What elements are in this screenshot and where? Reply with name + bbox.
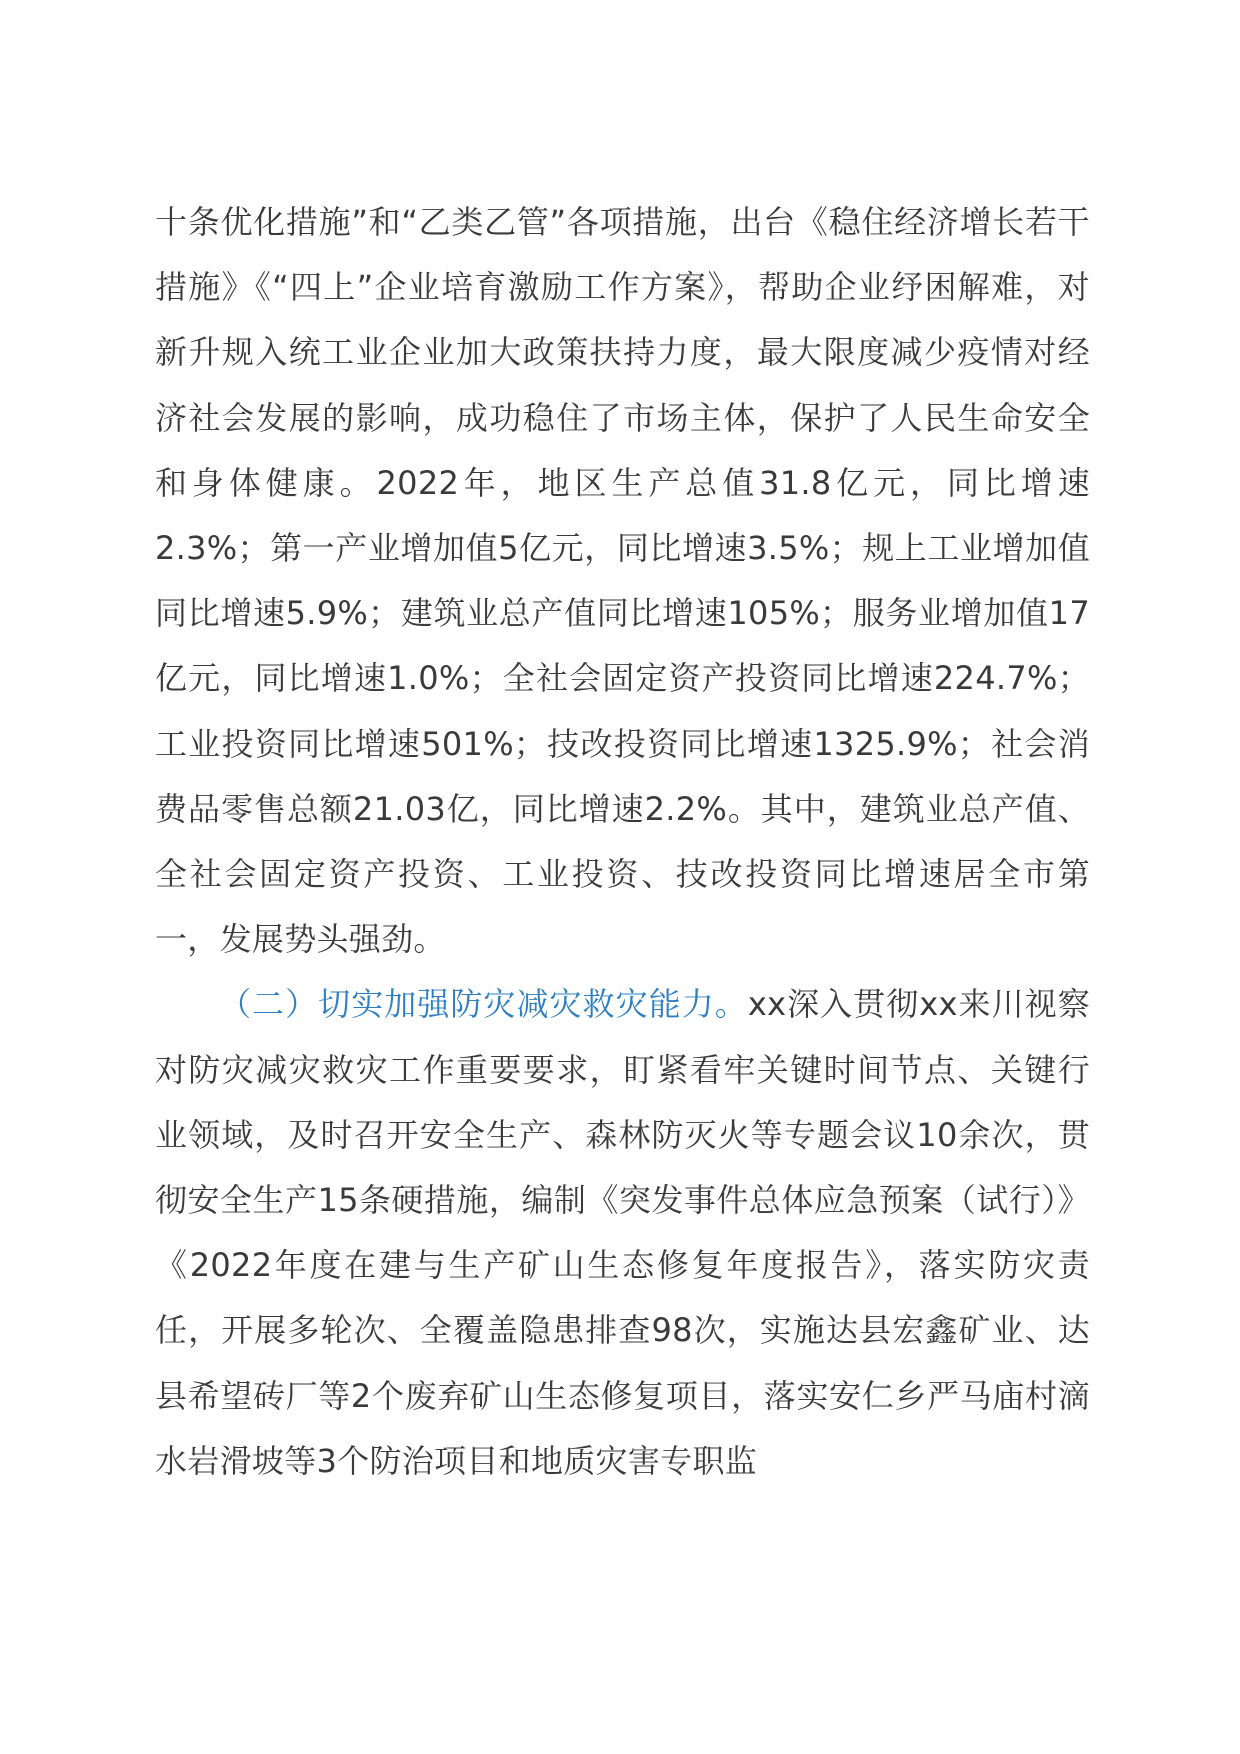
- section-heading: （二）切实加强防灾减灾救灾能力。: [219, 985, 748, 1024]
- paragraph-disaster-prevention-text: xx深入贯彻xx来川视察对防灾减灾救灾工作重要要求，盯紧看牢关键时间节点、关键行业领域，及时召开安全生产、森林防灭火等专题会议10余次，贯彻安全生产15条硬措施，编制《突发事件总体应急预案（试行）》《2022年度在建与生产矿山生态修复年度报告》，落实防灾责任，开展多轮次、全覆盖隐患排查98次，实施达县宏鑫矿业、达县希望砖厂等2个废弃矿山生态修复项目，落实安仁乡严马庙村滴水岩滑坡等3个防治项目和地质灾害专职监: [155, 985, 1090, 1480]
- paragraph-economy: [155, 190, 1090, 972]
- body-text: [155, 190, 1090, 1494]
- paragraph-economy-text: 十条优化措施”和“乙类乙管”各项措施，出台《稳住经济增长若干措施》《“四上”企业培育激励工作方案》，帮助企业纾困解难，对新升规入统工业企业加大政策扶持力度，最大限度减少疫情对经济社会发展的影响，成功稳住了市场主体，保护了人民生命安全和身体健康。2022年，地区生产总值31.8亿元，同比增速2.3%；第一产业增加值5亿元，同比增速3.5%；规上工业增加值同比增速5.9%；建筑业总产值同比增速105%；服务业增加值17亿元，同比增速1.0%；全社会固定资产投资同比增速224.7%；工业投资同比增速501%；技改投资同比增速1325.9%；社会消费品零售总额21.03亿，同比增速2.2%。其中，建筑业总产值、全社会固定资产投资、工业投资、技改投资同比增速居全市第一，发展势头强劲。: [155, 203, 1090, 959]
- paragraph-disaster-prevention: [155, 972, 1090, 1494]
